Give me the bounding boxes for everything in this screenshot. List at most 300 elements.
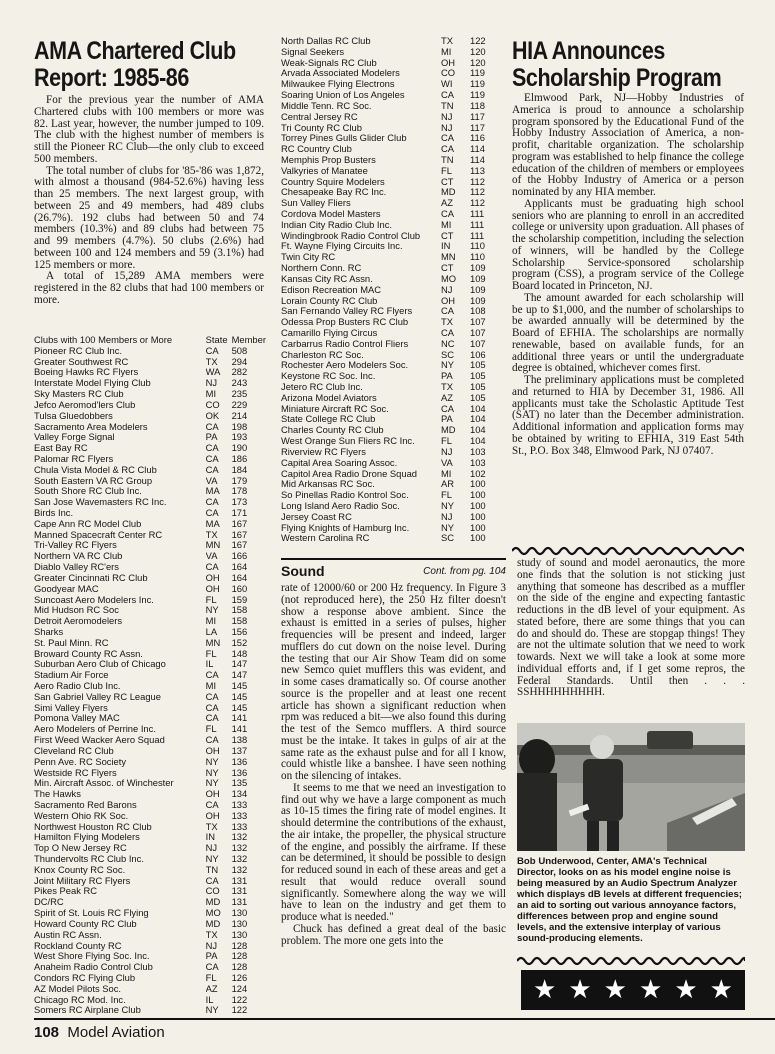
club-row [281,436,500,447]
club-state: CO [441,68,456,79]
club-row [281,220,500,231]
club-members: 158 [231,616,248,627]
club-members: 134 [231,789,248,800]
club-state: TX [205,529,218,540]
club-state: OH [205,583,220,594]
club-members: 124 [231,983,248,994]
club-state: CA [205,443,219,454]
club-name: Western Ohio RK Soc. [34,810,129,821]
club-state: IL [205,659,214,670]
club-row [281,285,500,296]
club-members: 122 [231,1005,248,1016]
club-row [34,919,266,930]
club-name: Northern Conn. RC [281,263,362,274]
club-name: Camarillo Flying Circus [281,327,378,338]
club-row [34,422,266,433]
club-state: AZ [205,983,218,994]
club-row [34,562,266,573]
club-name: Chula Vista Model & RC Club [34,464,157,475]
club-state: CA [205,702,219,713]
club-row [34,486,266,497]
club-row [281,296,500,307]
club-members: 104 [470,414,486,425]
club-name: Diablo Valley RC'ers [34,562,119,573]
club-row [34,768,266,779]
club-name: Hamilton Flying Modelers [34,832,140,843]
club-members: 148 [231,648,248,659]
club-state: MI [205,681,217,691]
club-members: 109 [470,263,486,274]
club-members: 102 [470,468,486,479]
club-name: Sacramento Area Modelers [34,421,148,432]
club-members: 100 [470,479,486,490]
club-row [281,144,500,155]
club-members: 145 [231,681,248,691]
club-row [281,306,500,317]
club-members: 109 [470,295,486,306]
club-members: 141 [231,713,248,724]
club-row [281,501,500,512]
club-members: 164 [231,562,248,573]
club-name: Sky Masters RC Club [34,389,124,400]
club-name: Milwaukee Flying Electrons [281,79,395,90]
club-state: CA [205,799,219,810]
club-name: Howard County RC Club [34,918,137,929]
club-state: CA [441,327,455,338]
club-row [281,101,500,112]
club-members: 100 [470,490,486,501]
club-state: CA [205,691,219,702]
club-row [281,58,500,69]
club-state: WI [441,79,453,90]
page-footer [34,1024,165,1041]
club-state: IN [205,832,216,843]
club-state: TX [441,36,453,46]
club-members: 159 [231,594,248,605]
club-state: MN [205,637,221,648]
club-state: MD [441,187,456,198]
club-name: Interstate Model Flying Club [34,378,151,389]
club-name: Memphis Prop Busters [281,154,376,165]
club-row [34,476,266,487]
club-row [34,346,266,357]
wavy-divider [512,545,744,557]
club-row [34,886,266,897]
star-icon: ★ [638,975,663,1005]
club-members: 110 [470,241,485,252]
club-members: 133 [231,810,248,821]
club-state: NY [205,767,219,778]
club-state: NY [205,854,219,864]
sound-header [281,563,506,581]
header-club: Clubs with 100 Members or More [34,335,173,345]
club-state: IN [441,241,451,252]
club-state: IL [205,994,214,1005]
club-row [281,177,500,188]
club-state: FL [205,724,217,735]
club-name: Pikes Peak RC [34,886,98,897]
club-members: 112 [470,187,485,198]
club-state: CA [441,133,455,144]
club-row [34,746,266,757]
club-state: MI [441,46,452,57]
club-row [34,389,266,400]
club-state: NJ [441,122,453,133]
club-name: The Hawks [34,789,81,800]
club-members: 130 [231,908,248,919]
club-state: CT [441,263,454,274]
club-row [281,123,500,134]
club-name: Broward County RC Assn. [34,648,143,659]
club-members: 166 [231,551,248,562]
club-row [34,508,266,519]
club-state: OH [205,745,220,756]
club-name: Odessa Prop Busters RC Club [281,317,409,328]
engine-noise-photo [517,723,745,851]
club-name: Valkyries of Manatee [281,165,368,176]
club-name: East Bay RC [34,443,88,454]
club-members: 132 [231,843,248,854]
club-members: 178 [231,486,248,497]
club-members: 243 [231,378,248,389]
club-name: Detroit Aeromodelers [34,616,123,627]
club-name: Condors RC Flying Club [34,972,136,983]
club-state: CA [205,875,219,886]
club-members: 111 [470,219,485,230]
club-state: MD [205,918,221,929]
club-members: 109 [470,284,486,295]
club-row [34,443,266,454]
club-members: 118 [470,100,485,111]
club-name: Ft. Wayne Flying Circuits Inc. [281,241,403,252]
club-name: Birds Inc. [34,508,74,518]
hia-paragraph: Elmwood Park, NJ—Hobby Industries of America is proud to announce a scholarship program sponsored by the Educational Fund of the Hobby Industry Association of America, a non-profit, charitable organization. The scholarship program was established to help finance the college education of the children of members or employees of the Hobby Industry of America or a person nominated by any HIA member. [512,92,744,198]
club-row [34,962,266,973]
club-name: Tri-Valley RC Flyers [34,540,117,551]
club-name: Torrey Pines Gulls Glider Club [281,133,407,144]
club-members: 147 [231,670,248,681]
star-icon: ★ [709,975,733,1005]
club-members: 171 [231,508,248,518]
club-members: 214 [231,410,248,421]
club-state: VA [205,551,218,562]
club-row [34,616,266,627]
club-name: AZ Model Pilots Soc. [34,983,122,994]
club-row [34,843,266,854]
club-name: Min. Aircraft Assoc. of Winchester [34,778,174,789]
club-state: MI [441,219,452,230]
club-name: Valley Forge Signal [34,432,115,443]
club-state: SC [441,349,455,360]
ama-paragraph: For the previous year the number of AMA Chartered clubs with 100 members or more was 82. Last year, however, the number jumped to 109. The club with the highest number of members is still the Pioneer RC Club—the only club to exceed 500 members. [34,94,264,165]
club-name: Rochester Aero Modelers Soc. [281,360,409,371]
star-icon: ★ [603,975,627,1005]
club-state: PA [441,414,453,425]
club-members: 135 [231,778,248,789]
club-row [34,735,266,746]
club-name: Sun Valley Fliers [281,198,351,209]
club-row [281,328,500,339]
club-row [34,465,266,476]
club-name: Miniature Aircraft RC Soc. [281,403,389,414]
sound-paragraph: Chuck has defined a great deal of the basic problem. The more one gets into the [281,922,506,947]
club-state: CA [205,508,219,518]
club-name: Simi Valley Flyers [34,702,108,713]
club-members: 111 [470,209,485,219]
club-name: Cleveland RC Club [34,745,114,756]
club-state: MN [205,540,221,551]
club-state: LA [205,626,218,637]
club-members: 114 [470,154,485,165]
club-state: OH [205,810,220,821]
club-members: 107 [470,317,486,328]
club-name: Arvada Associated Modelers [281,68,400,79]
club-state: CO [205,399,220,410]
club-state: MI [205,616,217,627]
club-name: State College RC Club [281,414,376,425]
club-state: TX [205,821,218,832]
club-members: 100 [470,533,486,544]
footer-rule [34,1018,775,1020]
club-row [34,713,266,724]
club-row [34,497,266,508]
club-name: Weak-Signals RC Club [281,57,377,68]
club-name: Long Island Aero Radio Soc. [281,500,400,511]
club-row [34,378,266,389]
ama-headline-line2: Report: 1985-86 [34,64,189,92]
club-members: 131 [231,897,248,908]
club-row [281,490,500,501]
club-name: Aero Modelers of Perrine Inc. [34,724,156,735]
club-name: Windingbrook Radio Control Club [281,230,421,241]
club-state: NJ [205,378,218,389]
club-row [34,400,266,411]
club-name: Mid Arkansas RC Soc. [281,479,375,490]
club-row [281,252,500,263]
club-row [34,778,266,789]
club-name: Indian City Radio Club Inc. [281,219,392,230]
club-state: FL [205,594,217,605]
club-name: Central Jersey RC [281,111,358,122]
club-state: CT [441,176,454,187]
club-state: TX [441,317,453,328]
club-members: 126 [231,972,248,983]
club-name: San Jose Wavemasters RC Inc. [34,497,167,508]
hia-paragraph: The preliminary applications must be completed and returned to HIA by December 31, 1986. All applicants must take the Scholastic Aptitude Test (SAT) no later than the December administration. Additional information and application forms may be obtained by writing to EFHIA, 319 East 54th St., P.O. Box 348, Elmwood Park, NJ 07407. [512,374,744,457]
club-members: 107 [470,327,486,338]
club-members: 145 [231,702,248,713]
club-row [34,573,266,584]
club-row [34,454,266,465]
club-name: Knox County RC Soc. [34,864,126,875]
club-row [34,367,266,378]
club-members: 105 [470,392,486,403]
club-members: 116 [470,133,485,144]
club-row [34,854,266,865]
club-row [34,951,266,962]
club-row [281,274,500,285]
club-row [281,414,500,425]
club-name: Joint Military RC Flyers [34,875,131,886]
club-members: 131 [231,886,248,897]
club-members: 167 [231,518,248,529]
club-name: Signal Seekers [281,46,345,57]
club-members: 107 [470,338,486,349]
club-members: 119 [470,90,485,101]
club-name: Kansas City RC Assn. [281,273,373,284]
club-row [34,519,266,530]
club-state: NC [441,338,455,349]
club-state: MD [441,425,456,436]
club-row [34,908,266,919]
club-row [281,339,500,350]
club-state: CA [205,345,219,356]
club-row [34,681,266,692]
club-state: OH [441,57,456,68]
club-state: NY [441,522,455,533]
club-members: 158 [231,605,248,616]
club-members: 130 [231,918,248,929]
club-members: 119 [470,68,485,79]
club-state: VA [205,475,218,486]
club-state: MI [205,389,217,400]
club-state: MA [205,486,220,497]
club-name: Chesapeake Bay RC Inc. [281,187,387,198]
club-row [281,166,500,177]
club-members: 179 [231,475,248,486]
club-row [34,357,266,368]
club-state: CA [205,562,219,573]
sound-rule [281,558,506,560]
club-state: MA [205,518,220,529]
club-name: Jetero RC Club Inc. [281,382,363,392]
club-row [34,930,266,941]
club-members: 167 [231,540,248,551]
club-state: TX [205,929,218,940]
club-row [281,533,500,544]
club-members: 117 [470,111,485,122]
club-row [34,649,266,660]
club-row [281,155,500,166]
club-state: NJ [441,446,453,457]
club-members: 100 [470,500,486,511]
club-state: NY [205,1005,219,1016]
club-members: 282 [231,367,248,378]
club-row [34,605,266,616]
club-members: 111 [470,230,485,241]
club-row [34,627,266,638]
club-members: 173 [231,497,248,508]
club-members: 103 [470,457,486,468]
club-state: CA [441,403,455,414]
club-state: WA [205,367,221,378]
club-state: AZ [441,198,453,209]
club-state: FL [205,972,217,983]
club-members: 117 [470,122,485,133]
club-name: Jersey Coast RC [281,511,352,522]
club-name: South Eastern VA RC Group [34,475,153,486]
club-row [34,659,266,670]
club-name: Twin City RC [281,252,336,263]
club-members: 130 [231,929,248,940]
club-table-middle [281,36,500,544]
club-row [34,941,266,952]
club-row [34,789,266,800]
club-row [281,512,500,523]
club-state: MN [441,252,456,263]
sound-col2 [517,558,745,699]
club-members: 136 [231,767,248,778]
club-row [34,995,266,1006]
club-state: PA [205,432,218,443]
club-name: Northern VA RC Club [34,551,123,562]
hia-article-body [512,93,744,457]
club-name: Greater Southwest RC [34,356,129,367]
club-row [34,984,266,995]
club-state: AR [441,479,455,490]
club-name: Boeing Hawks RC Flyers [34,367,139,378]
club-name: Country Squire Modelers [281,176,385,187]
club-row [281,263,500,274]
header-members: Member [231,335,266,345]
photo-caption: Bob Underwood, Center, AMA's Technical Director, looks on as his model engine noise is being measured by an Audio Spectrum Analyzer which displays dB levels at different frequencies; an aid to sorting out various annoyance factors, differences between prop and engine sound levels, and the extensive interplay of various sound-producing elements. [517,856,742,944]
club-members: 235 [231,389,248,400]
club-row [281,133,500,144]
club-table-header [34,335,266,346]
club-row [34,822,266,833]
club-members: 112 [470,198,485,209]
club-state: CA [205,962,219,973]
club-members: 131 [231,875,248,886]
club-row [34,897,266,908]
club-state: OK [205,410,220,421]
club-name: Stadium Air Force [34,670,109,681]
wavy-divider-bottom [517,955,745,967]
club-row [281,479,500,490]
hia-paragraph: The amount awarded for each scholarship will be up to $1,000, and the number of scholarships to be awarded annually will be determined by the Board of EFHIA. The scholarships are normally renewable, based on available funds, for an additional three years or until the undergraduate degree is obtained, whichever comes first. [512,291,744,375]
club-members: 160 [231,583,248,594]
club-name: West Orange Sun Fliers RC Inc. [281,436,415,447]
club-name: RC Country Club [281,144,352,155]
club-members: 133 [231,821,248,832]
ama-paragraph: The total number of clubs for '85-'86 was 1,872, with almost a thousand (984-52.6%) having less than 25 members. The next largest group, with between 25 and 49 members, had 489 clubs (26.7%). 192 clubs had between 50 and 74 members (10.3%) and 89 clubs had between 75 and 99 members (4.7%). 50 clubs (2.6%) had between 100 and 124 members and 59 (3.1%) had 125 members or more. [34,164,264,271]
club-members: 104 [470,436,486,447]
club-state: CA [441,144,455,155]
club-name: West Shore Flying Soc. Inc. [34,951,150,962]
star-icon: ★ [674,975,698,1005]
club-members: 122 [231,994,248,1005]
club-state: CA [205,453,219,464]
club-name: Sharks [34,626,64,637]
club-name: Pioneer RC Club Inc. [34,345,123,356]
club-row [281,458,500,469]
club-members: 193 [231,432,248,443]
club-name: Western Carolina RC [281,533,370,544]
star-bar [521,970,745,1010]
club-row [281,241,500,252]
club-name: Keystone RC Soc. Inc. [281,371,376,382]
club-state: TN [205,864,219,875]
club-state: CO [205,886,220,897]
hia-paragraph: Applicants must be graduating high school seniors who are planning to enroll in an accredited college or university upon graduation. All phases of the scholarship competition, including the selection of winners, will be handled by the College Scholarship Service-sponsored scholarship program (CSS), a program service of the College Board located in Princeton, NJ. [512,197,744,292]
club-state: NJ [441,511,453,522]
club-state: NY [205,778,219,789]
club-state: CA [205,735,219,746]
club-state: FL [441,165,452,176]
club-row [281,90,500,101]
club-members: 119 [470,79,485,90]
club-name: Edison Recreation MAC [281,284,382,295]
